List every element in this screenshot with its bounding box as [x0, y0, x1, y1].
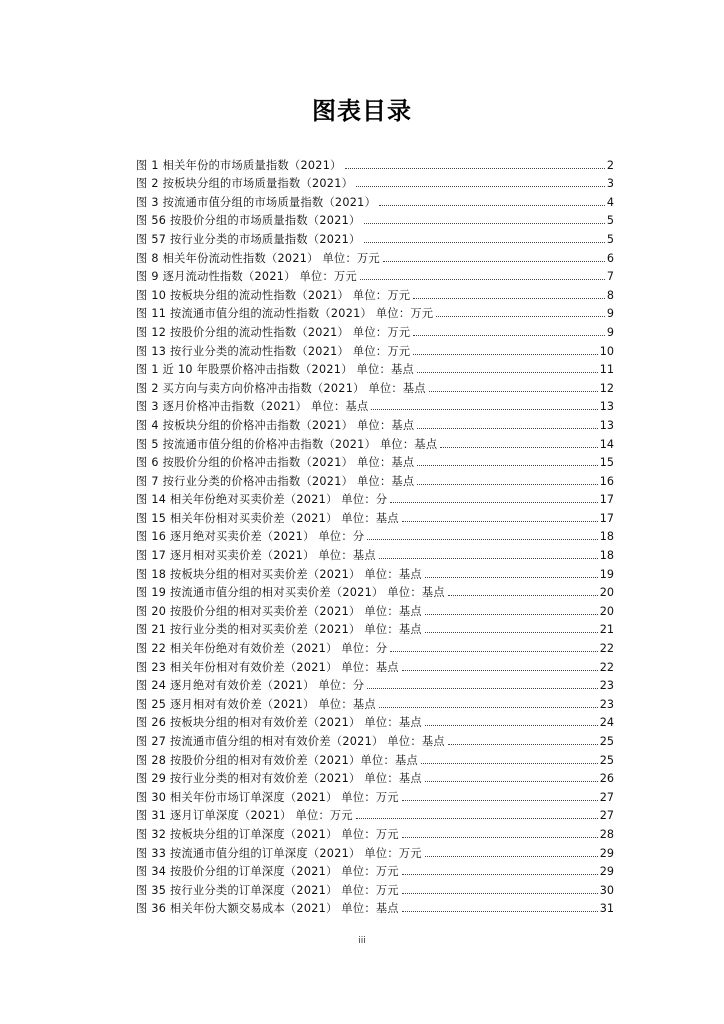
toc-entry-title: 图 6 按股价分组的价格冲击指数（2021） 单位：基点: [136, 456, 415, 470]
dot-leader: [413, 335, 605, 336]
toc-entry-page-number: 23: [599, 697, 614, 711]
toc-entry-title: 图 36 相关年份大额交易成本（2021） 单位：基点: [136, 902, 399, 916]
toc-entry[interactable]: [136, 209, 614, 228]
toc-entry[interactable]: [136, 655, 614, 674]
dot-leader: [402, 837, 598, 838]
toc-entry-page-number: 31: [599, 902, 614, 916]
dot-leader: [345, 168, 605, 169]
toc-entry[interactable]: [136, 395, 614, 414]
toc-entry-page-number: 5: [606, 232, 614, 246]
toc-entry-title: 图 27 按流通市值分组的相对有效价差（2021） 单位：基点: [136, 735, 445, 748]
dot-leader: [402, 893, 598, 894]
toc-entry[interactable]: [136, 785, 614, 804]
toc-entry-page-number: 9: [606, 307, 614, 321]
toc-entry-title: 图 35 按行业分类的订单深度（2021） 单位：万元: [136, 883, 399, 897]
toc-entry-title: 图 23 相关年份相对有效价差（2021） 单位：基点: [136, 660, 399, 674]
toc-entry[interactable]: [136, 822, 614, 841]
toc-entry-page-number: 22: [599, 660, 614, 674]
toc-entry-title: 图 25 逐月相对有效价差（2021） 单位：基点: [136, 697, 376, 711]
toc-entry-title: 图 3 按流通市值分组的市场质量指数（2021）: [136, 195, 377, 209]
toc-entry-title: 图 7 按行业分类的价格冲击指数（2021） 单位：基点: [136, 474, 415, 488]
toc-entry[interactable]: [136, 283, 614, 302]
toc-entry[interactable]: [136, 320, 614, 339]
dot-leader: [425, 856, 598, 857]
toc-entry-title: 图 8 相关年份流动性指数（2021） 单位：万元: [136, 251, 380, 265]
toc-entry[interactable]: [136, 246, 614, 265]
toc-entry-page-number: 3: [606, 177, 614, 191]
toc-entry-title: 图 20 按股价分组的相对买卖价差（2021） 单位：基点: [136, 604, 422, 618]
toc-entry-page-number: 13: [599, 418, 614, 432]
dot-leader: [417, 484, 597, 485]
toc-entry-page-number: 10: [599, 344, 614, 358]
toc-entry-title: 图 31 逐月订单深度（2021） 单位：万元: [136, 809, 353, 823]
dot-leader: [383, 261, 605, 262]
toc-entry-title: 图 4 按板块分组的价格冲击指数（2021） 单位：基点: [136, 418, 415, 432]
toc-entry-title: 图 5 按流通市值分组的价格冲击指数（2021） 单位：基点: [136, 437, 438, 451]
toc-entry-title: 图 24 逐月绝对有效价差（2021） 单位：分: [136, 679, 365, 693]
toc-entry-page-number: 15: [599, 456, 614, 470]
dot-leader: [425, 577, 598, 578]
toc-entry[interactable]: [136, 525, 614, 544]
toc-entry[interactable]: [136, 227, 614, 246]
toc-entry-title: 图 57 按行业分类的市场质量指数（2021）: [136, 232, 361, 246]
table-of-figures: [136, 153, 614, 915]
toc-entry[interactable]: [136, 692, 614, 711]
toc-entry[interactable]: [136, 376, 614, 395]
toc-entry-page-number: 20: [599, 586, 614, 600]
toc-entry-page-number: 18: [599, 530, 614, 544]
dot-leader: [371, 409, 597, 410]
dot-leader: [429, 391, 598, 392]
toc-entry[interactable]: [136, 265, 614, 284]
dot-leader: [425, 781, 598, 782]
toc-entry-title: 图 34 按股价分组的订单深度（2021） 单位：万元: [136, 865, 399, 879]
dot-leader: [390, 502, 597, 503]
toc-entry-title: 图 28 按股价分组的相对有效价差（2021）单位：基点: [136, 753, 418, 767]
toc-entry-page-number: 24: [599, 716, 614, 730]
dot-leader: [379, 558, 598, 559]
toc-entry-title: 图 33 按流通市值分组的订单深度（2021） 单位：万元: [136, 846, 422, 860]
toc-entry-page-number: 17: [599, 511, 614, 525]
dot-leader: [356, 818, 598, 819]
dot-leader: [379, 707, 598, 708]
toc-entry-page-number: 25: [599, 735, 614, 748]
toc-entry-page-number: 12: [599, 381, 614, 395]
toc-entry-page-number: 6: [606, 251, 614, 265]
dot-leader: [425, 614, 598, 615]
toc-entry-page-number: 20: [599, 604, 614, 618]
toc-entry-page-number: 9: [606, 325, 614, 339]
dot-leader: [448, 744, 598, 745]
dot-leader: [379, 205, 605, 206]
toc-entry[interactable]: [136, 729, 614, 748]
toc-entry[interactable]: [136, 841, 614, 860]
toc-entry-page-number: 7: [606, 270, 614, 284]
dot-leader: [448, 595, 598, 596]
toc-entry-page-number: 25: [599, 753, 614, 767]
toc-entry-title: 图 14 相关年份绝对买卖价差（2021） 单位：分: [136, 493, 388, 507]
toc-entry[interactable]: [136, 804, 614, 823]
toc-entry[interactable]: [136, 581, 614, 600]
dot-leader: [413, 354, 597, 355]
toc-entry-title: 图 17 逐月相对买卖价差（2021） 单位：基点: [136, 549, 376, 563]
toc-entry-page-number: 29: [599, 865, 614, 879]
page-number: iii: [358, 936, 366, 946]
dot-leader: [402, 800, 598, 801]
dot-leader: [417, 428, 597, 429]
dot-leader: [425, 632, 598, 633]
dot-leader: [402, 670, 598, 671]
toc-entry[interactable]: [136, 543, 614, 562]
toc-entry-page-number: 19: [599, 567, 614, 581]
toc-entry-page-number: 8: [606, 288, 614, 302]
toc-entry-page-number: 14: [599, 437, 614, 451]
toc-entry-page-number: 26: [599, 772, 614, 786]
toc-entry-page-number: 16: [599, 474, 614, 488]
toc-entry-title: 图 16 逐月绝对买卖价差（2021） 单位：分: [136, 530, 365, 544]
toc-entry-page-number: 11: [599, 363, 614, 377]
toc-entry[interactable]: [136, 339, 614, 358]
toc-entry-page-number: 5: [606, 214, 614, 228]
dot-leader: [440, 447, 597, 448]
toc-entry[interactable]: [136, 562, 614, 581]
dot-leader: [413, 298, 605, 299]
toc-entry[interactable]: [136, 711, 614, 730]
toc-entry-title: 图 22 相关年份绝对有效价差（2021） 单位：分: [136, 642, 388, 656]
toc-entry-page-number: 2: [606, 158, 614, 172]
toc-entry[interactable]: [136, 674, 614, 693]
toc-entry-title: 图 15 相关年份相对买卖价差（2021） 单位：基点: [136, 511, 399, 525]
toc-entry-title: 图 13 按行业分类的流动性指数（2021） 单位：万元: [136, 344, 411, 358]
toc-entry-title: 图 21 按行业分类的相对买卖价差（2021） 单位：基点: [136, 623, 422, 637]
toc-entry[interactable]: [136, 302, 614, 321]
toc-entry[interactable]: [136, 488, 614, 507]
page-title: 图表目录: [312, 97, 412, 125]
toc-entry[interactable]: [136, 432, 614, 451]
toc-entry-title: 图 11 按流通市值分组的流动性指数（2021） 单位：万元: [136, 307, 434, 321]
toc-entry[interactable]: [136, 767, 614, 786]
toc-entry[interactable]: [136, 358, 614, 377]
toc-entry-page-number: 22: [599, 642, 614, 656]
toc-entry[interactable]: [136, 506, 614, 525]
toc-entry[interactable]: [136, 469, 614, 488]
toc-entry-page-number: 30: [599, 883, 614, 897]
toc-entry[interactable]: [136, 748, 614, 767]
toc-entry[interactable]: [136, 618, 614, 637]
dot-leader: [367, 688, 597, 689]
dot-leader: [421, 763, 598, 764]
dot-leader: [364, 242, 605, 243]
toc-entry-page-number: 27: [599, 790, 614, 804]
toc-entry-title: 图 1 相关年份的市场质量指数（2021）: [136, 158, 342, 172]
dot-leader: [402, 874, 598, 875]
dot-leader: [425, 725, 598, 726]
toc-entry[interactable]: [136, 190, 614, 209]
toc-entry-title: 图 12 按股价分组的流动性指数（2021） 单位：万元: [136, 325, 411, 339]
dot-leader: [417, 465, 597, 466]
toc-entry-page-number: 4: [606, 195, 614, 209]
toc-entry[interactable]: [136, 897, 614, 916]
toc-entry[interactable]: [136, 413, 614, 432]
toc-entry[interactable]: [136, 860, 614, 879]
toc-entry-title: 图 2 按板块分组的市场质量指数（2021）: [136, 177, 354, 191]
toc-entry-page-number: 17: [599, 493, 614, 507]
dot-leader: [356, 186, 605, 187]
dot-leader: [402, 521, 598, 522]
toc-entry[interactable]: [136, 878, 614, 897]
toc-entry-title: 图 3 逐月价格冲击指数（2021） 单位：基点: [136, 400, 369, 414]
toc-entry-title: 图 32 按板块分组的订单深度（2021） 单位：万元: [136, 827, 399, 841]
toc-entry[interactable]: [136, 599, 614, 618]
toc-entry-page-number: 28: [599, 827, 614, 841]
toc-entry-page-number: 18: [599, 549, 614, 563]
toc-entry-title: 图 10 按板块分组的流动性指数（2021） 单位：万元: [136, 288, 411, 302]
toc-entry[interactable]: [136, 153, 614, 172]
toc-entry-page-number: 29: [599, 846, 614, 860]
toc-entry-page-number: 23: [599, 679, 614, 693]
dot-leader: [417, 372, 598, 373]
toc-entry-title: 图 1 近 10 年股票价格冲击指数（2021） 单位：基点: [136, 363, 414, 377]
dot-leader: [390, 651, 597, 652]
dot-leader: [436, 316, 605, 317]
toc-entry-title: 图 19 按流通市值分组的相对买卖价差（2021） 单位：基点: [136, 586, 445, 600]
dot-leader: [360, 279, 605, 280]
toc-entry-page-number: 21: [599, 623, 614, 637]
toc-entry-title: 图 30 相关年份市场订单深度（2021） 单位：万元: [136, 790, 399, 804]
toc-entry-page-number: 13: [599, 400, 614, 414]
toc-entry[interactable]: [136, 636, 614, 655]
dot-leader: [367, 539, 597, 540]
toc-entry-title: 图 29 按行业分类的相对有效价差（2021） 单位：基点: [136, 772, 422, 786]
toc-entry[interactable]: [136, 451, 614, 470]
toc-entry[interactable]: [136, 172, 614, 191]
toc-entry-title: 图 56 按股价分组的市场质量指数（2021）: [136, 214, 361, 228]
toc-entry-title: 图 2 买方向与卖方向价格冲击指数（2021） 单位：基点: [136, 381, 426, 395]
toc-entry-page-number: 27: [599, 809, 614, 823]
dot-leader: [364, 223, 605, 224]
toc-entry-title: 图 9 逐月流动性指数（2021） 单位：万元: [136, 270, 357, 284]
dot-leader: [402, 911, 598, 912]
toc-entry-title: 图 18 按板块分组的相对买卖价差（2021） 单位：基点: [136, 567, 422, 581]
toc-entry-title: 图 26 按板块分组的相对有效价差（2021） 单位：基点: [136, 716, 422, 730]
